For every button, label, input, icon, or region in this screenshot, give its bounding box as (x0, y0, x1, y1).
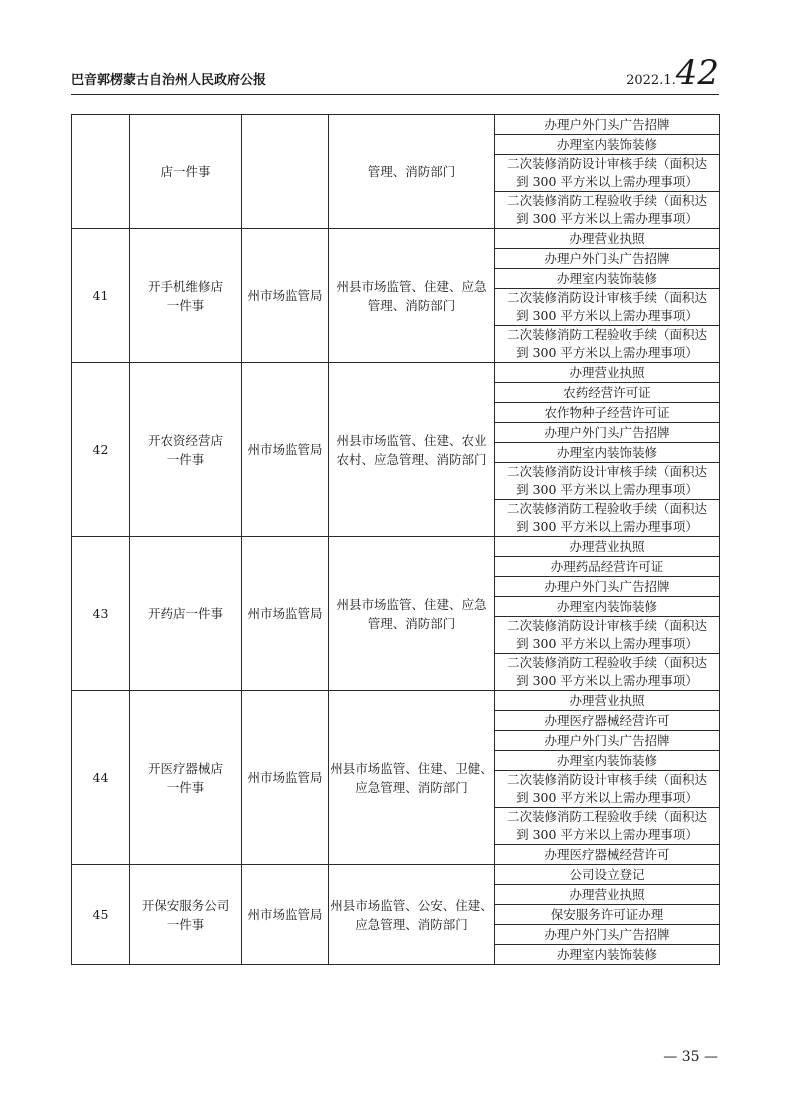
coordinating-departments-cell (329, 229, 495, 363)
procedure-item-line: 到 300 平方米以上需办理事项） (516, 673, 698, 688)
procedure-item-line: 办理室内装饰装修 (556, 753, 657, 768)
item-number-cell: 41 (72, 229, 130, 363)
procedure-item-cell (495, 691, 720, 711)
service-name-line: 一件事 (166, 779, 205, 795)
coordinating-departments-cell (329, 115, 495, 229)
procedure-item-line: 办理医疗器械经营许可 (544, 847, 670, 862)
lead-department-cell (242, 115, 329, 229)
procedure-item-cell (495, 443, 720, 463)
procedure-item-cell (495, 771, 720, 808)
procedure-item-cell (495, 269, 720, 289)
procedure-item-line: 办理营业执照 (569, 365, 645, 380)
procedure-item-line: 办理营业执照 (569, 693, 645, 708)
coordinating-departments-cell (329, 691, 495, 865)
procedure-item-cell (495, 363, 720, 383)
service-name-cell (130, 865, 242, 965)
procedure-item-line: 办理医疗器械经营许可 (544, 713, 670, 728)
item-number-cell (72, 115, 130, 229)
procedure-item-line: 办理室内装饰装修 (556, 271, 657, 286)
table-row (72, 865, 720, 885)
procedure-item-cell (495, 115, 720, 135)
procedure-item-cell (495, 808, 720, 845)
coordinating-departments-cell (329, 363, 495, 537)
issue-number: 42 (675, 53, 719, 93)
procedure-item-line: 办理营业执照 (569, 887, 645, 902)
procedure-item-cell (495, 537, 720, 557)
publication-title: 巴音郭楞蒙古自治州人民政府公报 (71, 73, 267, 88)
procedure-item-cell (495, 711, 720, 731)
procedure-item-line: 二次装修消防工程验收手续（面积达 (506, 809, 707, 824)
coordinating-departments-cell (329, 537, 495, 691)
procedure-item-line: 到 300 平方米以上需办理事项） (516, 308, 698, 323)
service-name-cell (130, 691, 242, 865)
service-name-line: 一件事 (166, 451, 205, 467)
item-number-cell: 45 (72, 865, 130, 965)
procedure-item-line: 到 300 平方米以上需办理事项） (516, 211, 698, 226)
procedure-item-line: 二次装修消防设计审核手续（面积达 (506, 290, 707, 305)
procedure-item-cell (495, 925, 720, 945)
procedure-item-cell (495, 229, 720, 249)
department-line: 管理、消防部门 (367, 164, 456, 179)
procedure-item-line: 办理户外门头广告招牌 (544, 117, 670, 132)
item-number-cell: 42 (72, 363, 130, 537)
department-line: 应急管理、消防部门 (355, 916, 468, 932)
procedure-item-cell (495, 597, 720, 617)
department-line: 州县市场监管、住建、应急 (336, 278, 487, 294)
table-row (72, 691, 720, 711)
procedure-item-line: 办理室内装饰装修 (556, 599, 657, 614)
procedure-item-line: 办理药品经营许可证 (550, 559, 664, 574)
department-line: 农村、应急管理、消防部门 (336, 451, 487, 467)
department-line: 应急管理、消防部门 (355, 779, 468, 795)
service-table (71, 114, 720, 965)
procedure-item-cell (495, 326, 720, 363)
issue-info (626, 53, 719, 93)
procedure-item-line: 办理营业执照 (569, 539, 645, 554)
table-row (72, 229, 720, 249)
service-name-line: 开农资经营店 (147, 432, 223, 448)
procedure-item-line: 二次装修消防设计审核手续（面积达 (506, 772, 707, 787)
service-name-line: 店一件事 (160, 164, 211, 179)
procedure-item-line: 办理户外门头广告招牌 (544, 927, 670, 942)
service-name-cell (130, 537, 242, 691)
procedure-item-line: 二次装修消防工程验收手续（面积达 (506, 501, 707, 516)
procedure-item-line: 到 300 平方米以上需办理事项） (516, 636, 698, 651)
procedure-item-cell (495, 865, 720, 885)
procedure-item-cell (495, 135, 720, 155)
procedure-item-line: 办理室内装饰装修 (556, 445, 657, 460)
procedure-item-line: 二次装修消防工程验收手续（面积达 (506, 655, 707, 670)
service-name-line: 一件事 (166, 916, 205, 932)
procedure-item-line: 二次装修消防工程验收手续（面积达 (506, 327, 707, 342)
procedure-item-line: 二次装修消防设计审核手续（面积达 (506, 464, 707, 479)
procedure-item-line: 二次装修消防工程验收手续（面积达 (506, 193, 707, 208)
procedure-item-cell (495, 945, 720, 965)
procedure-item-line: 办理室内装饰装修 (556, 137, 657, 152)
procedure-item-cell (495, 423, 720, 443)
procedure-item-line: 到 300 平方米以上需办理事项） (516, 827, 698, 842)
procedure-item-cell (495, 383, 720, 403)
procedure-item-cell (495, 905, 720, 925)
procedure-item-line: 农药经营许可证 (563, 385, 651, 400)
procedure-item-line: 保安服务许可证办理 (550, 907, 664, 922)
department-line: 管理、消防部门 (367, 297, 456, 313)
issue-date: 2022.1. (626, 73, 676, 88)
service-name-cell (130, 115, 242, 229)
procedure-item-line: 二次装修消防设计审核手续（面积达 (506, 156, 707, 171)
procedure-item-cell (495, 751, 720, 771)
procedure-item-cell (495, 155, 720, 192)
service-name-line: 开医疗器械店 (147, 760, 223, 776)
procedure-item-line: 到 300 平方米以上需办理事项） (516, 174, 698, 189)
procedure-item-line: 办理户外门头广告招牌 (544, 425, 670, 440)
lead-department-cell: 州市场监管局 (242, 363, 329, 537)
procedure-item-cell (495, 845, 720, 865)
page-number: — 35 — (663, 1049, 718, 1065)
procedure-item-line: 办理户外门头广告招牌 (544, 733, 670, 748)
item-number-cell: 44 (72, 691, 130, 865)
table-row (72, 537, 720, 557)
procedure-item-line: 到 300 平方米以上需办理事项） (516, 345, 698, 360)
department-line: 州县市场监管、住建、卫健、 (330, 760, 493, 776)
procedure-item-line: 农作物种子经营许可证 (544, 405, 670, 420)
procedure-item-cell (495, 885, 720, 905)
procedure-item-cell (495, 192, 720, 229)
procedure-item-cell (495, 617, 720, 654)
procedure-item-line: 办理户外门头广告招牌 (544, 579, 670, 594)
lead-department-cell: 州市场监管局 (242, 537, 329, 691)
procedure-item-cell (495, 500, 720, 537)
procedure-item-cell (495, 577, 720, 597)
service-name-line: 开保安服务公司 (141, 897, 230, 913)
procedure-item-cell (495, 654, 720, 691)
procedure-item-cell (495, 463, 720, 500)
service-name-cell (130, 229, 242, 363)
procedure-item-line: 到 300 平方米以上需办理事项） (516, 519, 698, 534)
table-row (72, 115, 720, 135)
department-line: 州县市场监管、住建、农业 (336, 432, 487, 448)
procedure-item-cell (495, 731, 720, 751)
procedure-item-line: 到 300 平方米以上需办理事项） (516, 790, 698, 805)
lead-department-cell: 州市场监管局 (242, 229, 329, 363)
lead-department-cell: 州市场监管局 (242, 865, 329, 965)
service-name-cell (130, 363, 242, 537)
service-name-line: 开手机维修店 (147, 278, 223, 294)
page-header (71, 52, 719, 95)
table-row (72, 363, 720, 383)
department-line: 州县市场监管、住建、应急 (336, 596, 487, 612)
procedure-item-cell (495, 249, 720, 269)
procedure-item-line: 办理户外门头广告招牌 (544, 251, 670, 266)
procedure-item-cell (495, 403, 720, 423)
coordinating-departments-cell (329, 865, 495, 965)
procedure-item-cell (495, 557, 720, 577)
procedure-item-line: 到 300 平方米以上需办理事项） (516, 482, 698, 497)
department-line: 管理、消防部门 (367, 615, 456, 631)
service-name-line: 一件事 (166, 297, 205, 313)
procedure-item-line: 办理营业执照 (569, 231, 645, 246)
service-name-line: 开药店一件事 (147, 606, 223, 621)
procedure-item-line: 公司设立登记 (569, 867, 645, 882)
procedure-item-cell (495, 289, 720, 326)
procedure-item-line: 二次装修消防设计审核手续（面积达 (506, 618, 707, 633)
item-number-cell: 43 (72, 537, 130, 691)
department-line: 州县市场监管、公安、住建、 (330, 897, 493, 913)
procedure-item-line: 办理室内装饰装修 (556, 947, 657, 962)
lead-department-cell: 州市场监管局 (242, 691, 329, 865)
